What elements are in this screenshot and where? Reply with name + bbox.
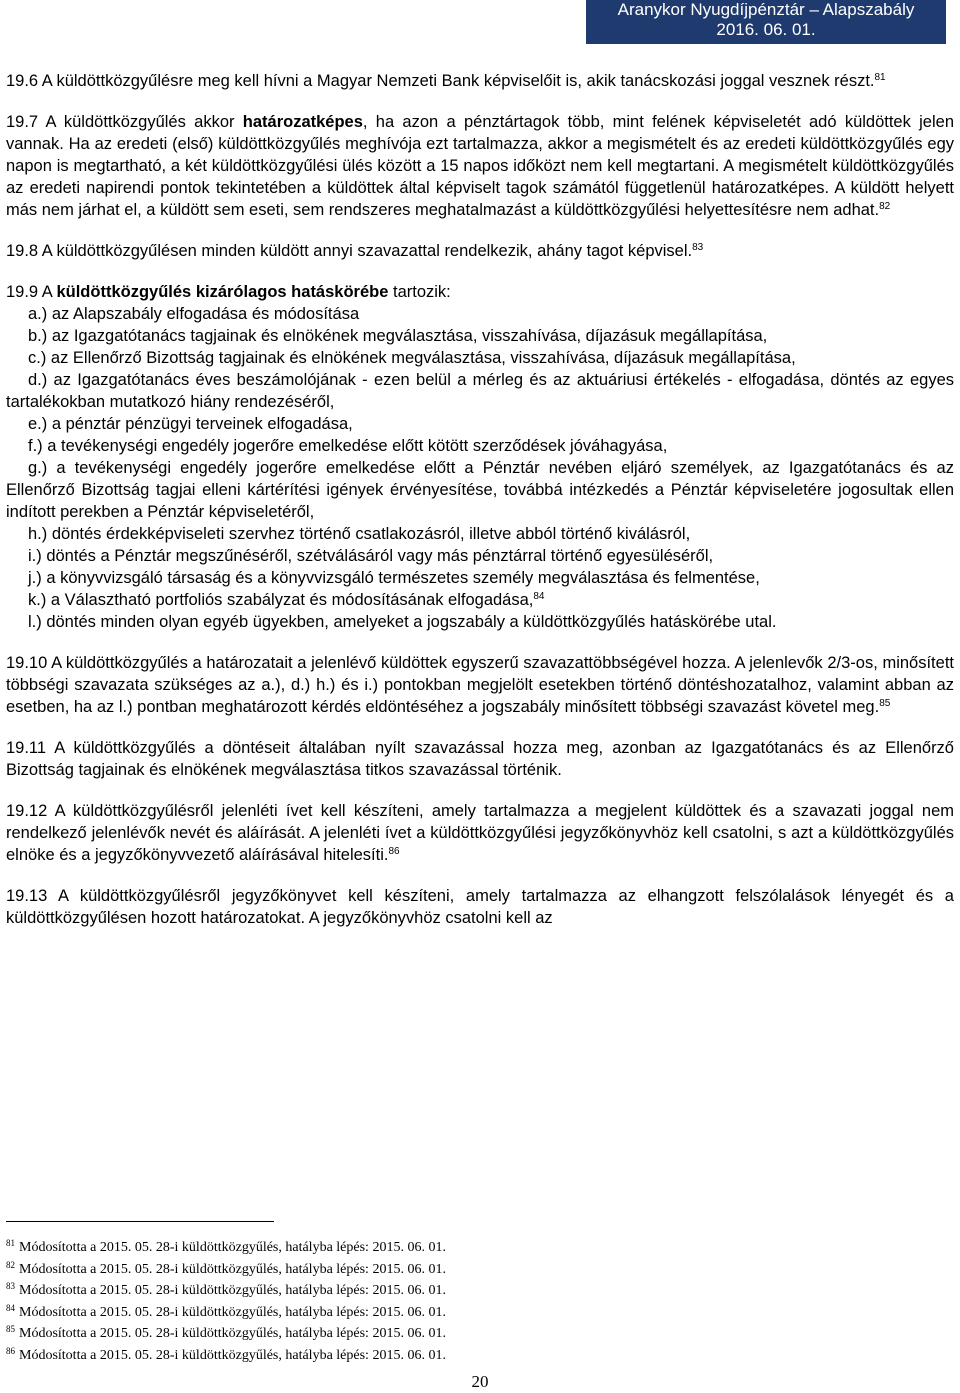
footnote-divider bbox=[6, 1221, 274, 1222]
footnote-ref[interactable]: 85 bbox=[879, 698, 891, 709]
paragraph-19-9 bbox=[6, 281, 954, 633]
footnote bbox=[6, 1259, 446, 1281]
footnote-number: 83 bbox=[6, 1281, 15, 1292]
footnote-ref[interactable]: 86 bbox=[388, 846, 400, 857]
paragraph-text: 19.12 A küldöttközgyűlésről jelenléti ívet kell készíteni, amely tartalmazza a megjelent küldöttek és a szavazati joggal nem rendelkező jelenlévők nevét és aláírását. A jelenléti ívet a küldöttközgyűlési jegyzőkönyvhöz kell csatolni, s azt a küldöttközgyűlés elnöke és a jegyzőkönyvvezető aláírásával hitelesíti. bbox=[6, 802, 954, 864]
paragraph-text: tartozik: bbox=[388, 283, 451, 301]
footnote-text: Módosította a 2015. 05. 28-i küldöttközgyűlés, hatályba lépés: 2015. 06. 01. bbox=[19, 1283, 446, 1299]
paragraph-19-12 bbox=[6, 800, 954, 866]
list-item-text: k.) a Választható portfoliós szabályzat és módosításának elfogadása, bbox=[28, 591, 534, 609]
bold-term: határozatképes bbox=[242, 113, 363, 131]
footnote bbox=[6, 1237, 446, 1259]
footnote-ref[interactable]: 82 bbox=[879, 201, 891, 212]
footnote bbox=[6, 1345, 446, 1367]
footnote-number: 85 bbox=[6, 1324, 15, 1335]
footnote-ref[interactable]: 83 bbox=[692, 242, 704, 253]
footnote-text: Módosította a 2015. 05. 28-i küldöttközgyűlés, hatályba lépés: 2015. 06. 01. bbox=[19, 1326, 446, 1342]
footnote-ref[interactable]: 81 bbox=[874, 72, 886, 83]
footnote-number: 82 bbox=[6, 1259, 15, 1270]
footnote-number: 81 bbox=[6, 1238, 15, 1248]
footnote-number: 86 bbox=[6, 1345, 15, 1356]
list-item: j.) a könyvvizsgáló társaság és a könyvvizsgáló természetes személy megválasztása és felmentése, bbox=[28, 569, 760, 587]
paragraph-19-11: 19.11 A küldöttközgyűlés a döntéseit általában nyílt szavazással hozza meg, azonban az Igazgatótanács és az Ellenőrző Bizottság tagjainak és elnökének megválasztása titkos szavazással történik. bbox=[6, 739, 954, 779]
footnote bbox=[6, 1280, 446, 1302]
paragraph-19-7 bbox=[6, 111, 954, 221]
list-item: c.) az Ellenőrző Bizottság tagjainak és elnökének megválasztása, visszahívása, díjazásuk megállapítása, bbox=[28, 349, 796, 367]
list-item: e.) a pénztár pénzügyi terveinek elfogadása, bbox=[28, 415, 353, 433]
document-date: 2016. 06. 01. bbox=[716, 20, 816, 39]
footnote-text: Módosította a 2015. 05. 28-i küldöttközgyűlés, hatályba lépés: 2015. 06. 01. bbox=[19, 1261, 446, 1277]
list-item: d.) az Igazgatótanács éves beszámolójának - ezen belül a mérleg és az aktuáriusi értékelés - elfogadása, döntés az egyes tartalékokban mutatkozó hiány rendezéséről, bbox=[6, 371, 954, 411]
list-item: f.) a tevékenységi engedély jogerőre emelkedése előtt kötött szerződések jóváhagyása, bbox=[28, 437, 668, 455]
list-item: g.) a tevékenységi engedély jogerőre emelkedése előtt a Pénztár nevében eljáró személyek, az Igazgatótanács és az Ellenőrző Bizottság tagjai elleni kártérítési igények érvényesítése, továbbá intézkedés a Pénztár képviseletére jogosultak ellen indított perekben a Pénztár képviseletéről, bbox=[6, 459, 954, 521]
paragraph-text: 19.9 A bbox=[6, 283, 57, 301]
paragraph-text: 19.8 A küldöttközgyűlésen minden küldött annyi szavazattal rendelkezik, ahány tagot képvisel. bbox=[6, 242, 693, 260]
paragraph-text: 19.6 A küldöttközgyűlésre meg kell hívni a Magyar Nemzeti Bank képviselőit is, akik tanácskozási joggal vesznek részt. bbox=[6, 72, 875, 90]
footnote-number: 84 bbox=[6, 1302, 15, 1313]
paragraph-19-10 bbox=[6, 652, 954, 718]
list-item: l.) döntés minden olyan egyéb ügyekben, amelyeket a jogszabály a küldöttközgyűlés hatáskörébe utal. bbox=[28, 613, 777, 631]
bold-term: küldöttközgyűlés kizárólagos hatáskörébe bbox=[56, 283, 389, 301]
list-item bbox=[6, 589, 954, 611]
paragraph-19-6 bbox=[6, 70, 954, 92]
paragraph-19-13: 19.13 A küldöttközgyűlésről jegyzőkönyvet kell készíteni, amely tartalmazza az elhangzott felszólalások lényegét és a küldöttközgyűlésen hozott határozatokat. A jegyzőkönyvhöz csatolni kell az bbox=[6, 887, 954, 927]
list-item: h.) döntés érdekképviseleti szervhez történő csatlakozásról, illetve abból történő kiválásról, bbox=[28, 525, 691, 543]
footnote bbox=[6, 1302, 446, 1324]
list-intro bbox=[6, 281, 954, 303]
footnote bbox=[6, 1323, 446, 1345]
page-content bbox=[6, 70, 954, 948]
list-item: b.) az Igazgatótanács tagjainak és elnökének megválasztása, visszahívása, díjazásuk megállapítása, bbox=[28, 327, 768, 345]
footnote-text: Módosította a 2015. 05. 28-i küldöttközgyűlés, hatályba lépés: 2015. 06. 01. bbox=[19, 1304, 446, 1320]
list-item: i.) döntés a Pénztár megszűnéséről, szétválásáról vagy más pénztárral történő egyesüléséről, bbox=[28, 547, 714, 565]
paragraph-text: 19.10 A küldöttközgyűlés a határozatait a jelenlévő küldöttek egyszerű szavazattöbbségével hozza. A jelenlevők 2/3-os, minősített többségi szavazata szükséges az a.), d.) h.) és i.) pontokban megjelölt esetekben történő döntéshozatalhoz, valamint abban az esetben, ha az l.) pontban meghatározott kérdés eldöntéséhez a jogszabály minősített többségi szavazást követel meg. bbox=[6, 654, 954, 716]
document-title: Aranykor Nyugdíjpénztár – Alapszabály bbox=[617, 0, 915, 19]
document-header bbox=[586, 0, 946, 44]
footnote-ref[interactable]: 84 bbox=[533, 591, 545, 602]
footnote-text: Módosította a 2015. 05. 28-i küldöttközgyűlés, hatályba lépés: 2015. 06. 01. bbox=[19, 1240, 446, 1255]
paragraph-19-8 bbox=[6, 240, 954, 262]
paragraph-text: 19.7 A küldöttközgyűlés akkor bbox=[6, 113, 243, 131]
footnote-text: Módosította a 2015. 05. 28-i küldöttközgyűlés, hatályba lépés: 2015. 06. 01. bbox=[19, 1347, 446, 1363]
paragraph-text: , ha azon a pénztártagok több, mint felének képviseletét adó küldöttek jelen vannak. Ha az eredeti (első) küldöttközgyűlés meghívója ezt tartalmazza, akkor a megismételt és az eredeti küldöttközgyűlés egy napon is megtartható, a két küldöttközgyűlési ülés között a 15 napos időközt nem kell megtartani. A megismételt küldöttközgyűlés az eredeti napirendi pontok tekintetében a küldöttek által képviselt tagok számától függetlenül határozatképes. A küldött helyett más nem járhat el, a küldött sem eseti, sem rendszeres meghatalmazást a küldöttközgyűlési helyettesítésre nem adhat. bbox=[6, 113, 955, 219]
page-number: 20 bbox=[471, 1372, 489, 1391]
list-item: a.) az Alapszabály elfogadása és módosítása bbox=[28, 305, 360, 323]
footnotes bbox=[6, 1237, 446, 1367]
